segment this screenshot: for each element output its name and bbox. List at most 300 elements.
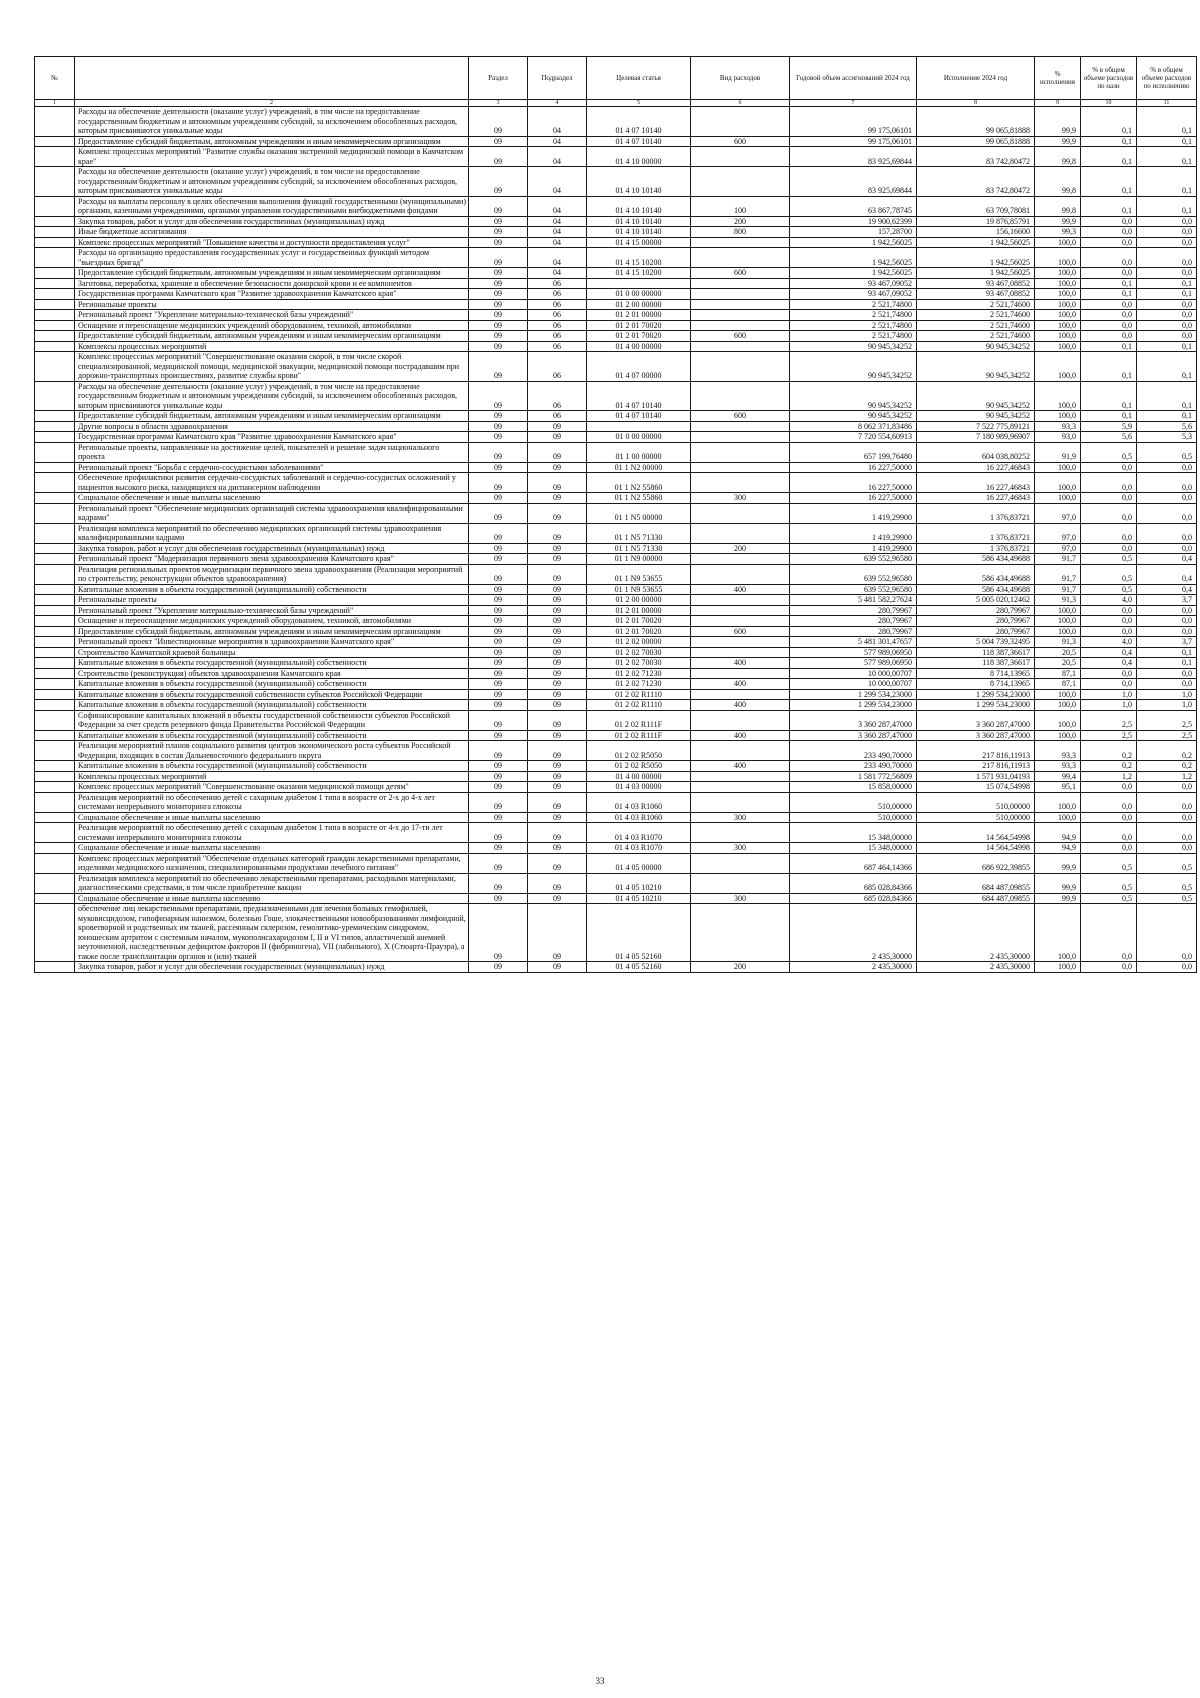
cell-podrazdel: 06 (528, 352, 587, 382)
cell-exec: 156,16600 (917, 227, 1035, 238)
table-row (35, 268, 1197, 279)
cell-name: Строительство Камчатской краевой больницы (75, 647, 469, 658)
cell-pct: 99,8 (1035, 167, 1081, 197)
table-row (35, 543, 1197, 554)
cell-exec: 2 521,74600 (917, 320, 1035, 331)
cell-plan: 1 942,56025 (790, 268, 917, 279)
cell-plan: 5 481 582,27624 (790, 595, 917, 606)
cell-podrazdel: 04 (528, 237, 587, 248)
cell-podrazdel: 09 (528, 700, 587, 711)
cell-pct: 100,0 (1035, 904, 1081, 962)
cell-share-plan: 0,0 (1081, 962, 1137, 973)
cell-exec: 2 435,30000 (917, 962, 1035, 973)
table-row (35, 658, 1197, 669)
table-row (35, 147, 1197, 167)
cell-pct: 100,0 (1035, 331, 1081, 342)
table-row (35, 523, 1197, 543)
cell-target: 01 1 N5 71330 (587, 523, 691, 543)
cell-vid (691, 564, 790, 584)
cell-podrazdel: 06 (528, 341, 587, 352)
cell-razdel: 09 (469, 616, 528, 627)
cell-pct: 99,8 (1035, 196, 1081, 216)
cell-target: 01 2 00 00000 (587, 595, 691, 606)
cell-target: 01 4 10 10140 (587, 216, 691, 227)
cell-exec: 510,00000 (917, 792, 1035, 812)
table-row (35, 605, 1197, 616)
cell-no (35, 823, 75, 843)
cell-razdel: 09 (469, 381, 528, 411)
cell-vid (691, 554, 790, 565)
cell-razdel: 09 (469, 710, 528, 730)
cell-razdel: 09 (469, 637, 528, 648)
cell-plan: 8 062 371,83486 (790, 421, 917, 432)
table-row (35, 442, 1197, 462)
cell-share-plan: 0,0 (1081, 216, 1137, 227)
cell-razdel: 09 (469, 493, 528, 504)
cell-share-plan: 0,0 (1081, 268, 1137, 279)
cell-no (35, 812, 75, 823)
cell-no (35, 637, 75, 648)
cell-share-exec: 0,0 (1137, 227, 1197, 238)
cell-no (35, 147, 75, 167)
cell-razdel: 09 (469, 352, 528, 382)
cell-no (35, 442, 75, 462)
col-header-razdel: Раздел (469, 57, 528, 100)
table-row (35, 595, 1197, 606)
cell-share-exec: 3,7 (1137, 595, 1197, 606)
cell-share-exec: 0,4 (1137, 584, 1197, 595)
cell-pct: 100,0 (1035, 689, 1081, 700)
cell-exec: 586 434,49688 (917, 584, 1035, 595)
table-row (35, 227, 1197, 238)
cell-vid: 600 (691, 411, 790, 422)
table-row (35, 216, 1197, 227)
cell-share-plan: 1,0 (1081, 689, 1137, 700)
cell-exec: 1 299 534,23000 (917, 689, 1035, 700)
table-row (35, 741, 1197, 761)
cell-share-exec: 0,0 (1137, 616, 1197, 627)
cell-podrazdel: 06 (528, 278, 587, 289)
cell-pct: 100,0 (1035, 616, 1081, 627)
cell-no (35, 462, 75, 473)
cell-no (35, 616, 75, 627)
cell-share-exec: 0,1 (1137, 107, 1197, 137)
table-row (35, 237, 1197, 248)
cell-share-plan: 0,5 (1081, 564, 1137, 584)
cell-exec: 90 945,34252 (917, 411, 1035, 422)
cell-name: Капитальные вложения в объекты государственной (муниципальной) собственности (75, 700, 469, 711)
cell-razdel: 09 (469, 278, 528, 289)
cell-share-exec: 0,0 (1137, 605, 1197, 616)
cell-share-exec: 0,0 (1137, 320, 1197, 331)
col-number: 1 (35, 100, 75, 107)
cell-share-plan: 0,0 (1081, 843, 1137, 854)
cell-name: Региональный проект "Укрепление материально-технической базы учреждений" (75, 605, 469, 616)
cell-target: 01 4 05 00000 (587, 853, 691, 873)
cell-vid: 300 (691, 893, 790, 904)
cell-pct: 100,0 (1035, 320, 1081, 331)
cell-podrazdel: 09 (528, 637, 587, 648)
cell-plan: 99 175,06101 (790, 136, 917, 147)
cell-pct: 100,0 (1035, 411, 1081, 422)
col-number: 5 (587, 100, 691, 107)
cell-no (35, 741, 75, 761)
cell-share-exec: 0,0 (1137, 543, 1197, 554)
cell-pct: 100,0 (1035, 310, 1081, 321)
col-header-podrazdel: Подраздел (528, 57, 587, 100)
cell-razdel: 09 (469, 564, 528, 584)
cell-podrazdel: 09 (528, 904, 587, 962)
cell-exec: 280,79967 (917, 616, 1035, 627)
cell-podrazdel: 09 (528, 689, 587, 700)
cell-pct: 100,0 (1035, 341, 1081, 352)
cell-share-plan: 0,0 (1081, 616, 1137, 627)
table-row (35, 331, 1197, 342)
cell-plan: 233 490,70000 (790, 761, 917, 772)
cell-pct: 99,9 (1035, 893, 1081, 904)
cell-exec: 684 487,09855 (917, 893, 1035, 904)
table-row (35, 792, 1197, 812)
cell-exec: 16 227,46843 (917, 473, 1035, 493)
cell-exec: 118 387,36617 (917, 647, 1035, 658)
cell-podrazdel: 04 (528, 167, 587, 197)
cell-podrazdel: 09 (528, 503, 587, 523)
cell-name: Софинансирование капитальных вложений в объекты государственной собственности субъектов Российской Федерации за счет средств резервного фонда Правительства Российской Федерации (75, 710, 469, 730)
cell-target: 01 2 01 70020 (587, 616, 691, 627)
cell-name: Региональный проект "Модернизация первичного звена здравоохранения Камчатского края" (75, 554, 469, 565)
cell-exec: 63 709,78081 (917, 196, 1035, 216)
table-row (35, 503, 1197, 523)
col-number: 10 (1081, 100, 1137, 107)
cell-pct: 91,3 (1035, 637, 1081, 648)
cell-razdel: 09 (469, 605, 528, 616)
cell-share-plan: 0,1 (1081, 278, 1137, 289)
cell-share-plan: 0,5 (1081, 584, 1137, 595)
table-row (35, 637, 1197, 648)
cell-pct: 97,0 (1035, 523, 1081, 543)
cell-share-plan: 0,0 (1081, 503, 1137, 523)
cell-razdel: 09 (469, 904, 528, 962)
cell-plan: 1 419,29900 (790, 523, 917, 543)
cell-vid (691, 107, 790, 137)
cell-name: Социальное обеспечение и иные выплаты населению (75, 843, 469, 854)
cell-razdel: 09 (469, 893, 528, 904)
cell-name: Расходы на обеспечение деятельности (оказание услуг) учреждений, в том числе на предоставление государственным бюджетным и автономным учреждениям субсидий, за исключением обособленных расходов, которым присваиваются уникальные коды (75, 107, 469, 137)
cell-exec: 5 005 020,12462 (917, 595, 1035, 606)
table-row (35, 853, 1197, 873)
cell-pct: 100,0 (1035, 462, 1081, 473)
cell-no (35, 679, 75, 690)
cell-razdel: 09 (469, 503, 528, 523)
cell-podrazdel: 06 (528, 331, 587, 342)
cell-no (35, 554, 75, 565)
cell-exec: 1 376,83721 (917, 543, 1035, 554)
cell-share-exec: 0,0 (1137, 679, 1197, 690)
cell-exec: 1 299 534,23000 (917, 700, 1035, 711)
cell-vid (691, 310, 790, 321)
cell-vid (691, 352, 790, 382)
cell-share-plan: 0,0 (1081, 823, 1137, 843)
cell-share-plan: 0,0 (1081, 523, 1137, 543)
cell-pct: 93,0 (1035, 432, 1081, 443)
cell-no (35, 771, 75, 782)
cell-razdel: 09 (469, 962, 528, 973)
cell-pct: 99,9 (1035, 853, 1081, 873)
cell-share-exec: 0,0 (1137, 299, 1197, 310)
cell-vid (691, 237, 790, 248)
cell-target (587, 278, 691, 289)
table-row (35, 421, 1197, 432)
cell-razdel: 09 (469, 853, 528, 873)
cell-vid (691, 616, 790, 627)
cell-razdel: 09 (469, 843, 528, 854)
table-row (35, 873, 1197, 893)
cell-razdel: 09 (469, 741, 528, 761)
col-header-pct: % исполнения (1035, 57, 1081, 100)
cell-share-plan: 1,0 (1081, 700, 1137, 711)
cell-target: 01 4 03 00000 (587, 782, 691, 793)
cell-name: Региональный проект "Обеспечение медицинских организаций системы здравоохранения квалифицированными кадрами" (75, 503, 469, 523)
table-row (35, 761, 1197, 772)
cell-name: Реализация комплекса мероприятий по обеспечению лекарственными препаратами, расходными материалами, диагностическими средствами, в том числе приобретение вакцин (75, 873, 469, 893)
cell-name: Закупка товаров, работ и услуг для обеспечения государственных (муниципальных) нужд (75, 543, 469, 554)
table-row (35, 289, 1197, 300)
cell-target: 01 2 01 00000 (587, 605, 691, 616)
cell-vid (691, 741, 790, 761)
cell-target: 01 2 02 00000 (587, 637, 691, 648)
cell-plan: 15 348,00000 (790, 823, 917, 843)
cell-vid (691, 605, 790, 616)
cell-target: 01 1 N2 55860 (587, 493, 691, 504)
cell-podrazdel: 09 (528, 442, 587, 462)
cell-podrazdel: 09 (528, 782, 587, 793)
cell-razdel: 09 (469, 268, 528, 279)
cell-target: 01 2 00 00000 (587, 299, 691, 310)
cell-target: 01 0 00 00000 (587, 432, 691, 443)
cell-exec: 5 004 739,32495 (917, 637, 1035, 648)
cell-target: 01 4 15 10200 (587, 268, 691, 279)
cell-target: 01 4 05 10210 (587, 873, 691, 893)
cell-exec: 217 816,11913 (917, 741, 1035, 761)
cell-pct: 93,3 (1035, 421, 1081, 432)
col-number: 11 (1137, 100, 1197, 107)
cell-target: 01 4 05 10210 (587, 893, 691, 904)
cell-name: Комплексы процессных мероприятий (75, 771, 469, 782)
cell-share-plan: 0,0 (1081, 331, 1137, 342)
cell-share-plan: 0,0 (1081, 668, 1137, 679)
cell-plan: 1 419,29900 (790, 543, 917, 554)
cell-share-plan: 0,1 (1081, 411, 1137, 422)
cell-share-plan: 0,5 (1081, 893, 1137, 904)
cell-vid (691, 904, 790, 962)
cell-vid: 300 (691, 493, 790, 504)
cell-plan: 90 945,34252 (790, 341, 917, 352)
cell-no (35, 893, 75, 904)
cell-target: 01 2 01 70020 (587, 320, 691, 331)
cell-plan: 639 552,96580 (790, 584, 917, 595)
cell-no (35, 352, 75, 382)
cell-no (35, 107, 75, 137)
col-number: 8 (917, 100, 1035, 107)
cell-no (35, 341, 75, 352)
cell-razdel: 09 (469, 136, 528, 147)
cell-exec: 604 038,80252 (917, 442, 1035, 462)
cell-razdel: 09 (469, 595, 528, 606)
cell-razdel: 09 (469, 331, 528, 342)
cell-pct: 100,0 (1035, 626, 1081, 637)
cell-podrazdel: 09 (528, 658, 587, 669)
cell-pct: 94,9 (1035, 843, 1081, 854)
cell-vid (691, 167, 790, 197)
cell-name: Предоставление субсидий бюджетным, автономным учреждениям и иным некоммерческим организациям (75, 331, 469, 342)
cell-target: 01 1 N2 55860 (587, 473, 691, 493)
cell-name: Региональные проекты, направленные на достижение целей, показателей и решение задач национального проекта (75, 442, 469, 462)
cell-podrazdel: 09 (528, 962, 587, 973)
cell-vid: 800 (691, 227, 790, 238)
cell-razdel: 09 (469, 873, 528, 893)
cell-pct: 93,3 (1035, 761, 1081, 772)
cell-target: 01 4 07 00000 (587, 352, 691, 382)
cell-pct: 97,0 (1035, 543, 1081, 554)
cell-vid (691, 473, 790, 493)
cell-vid (691, 782, 790, 793)
cell-exec: 8 714,13965 (917, 668, 1035, 679)
cell-name: Комплекс процессных мероприятий "Совершенствование оказания скорой, в том числе скорой специализированной, медицинской помощи, медицинской эвакуации, медицинской помощи пострадавшим при дорожно-транспортных происшествиях, развитие службы крови" (75, 352, 469, 382)
col-header-name (75, 57, 469, 100)
table-row (35, 554, 1197, 565)
cell-razdel: 09 (469, 679, 528, 690)
cell-share-plan: 0,5 (1081, 554, 1137, 565)
cell-share-plan: 0,0 (1081, 310, 1137, 321)
cell-share-exec: 0,5 (1137, 893, 1197, 904)
cell-vid: 600 (691, 268, 790, 279)
cell-vid (691, 421, 790, 432)
cell-vid: 400 (691, 584, 790, 595)
cell-exec: 2 521,74600 (917, 331, 1035, 342)
cell-share-exec: 0,1 (1137, 196, 1197, 216)
cell-share-exec: 0,1 (1137, 136, 1197, 147)
cell-no (35, 432, 75, 443)
cell-pct: 87,1 (1035, 668, 1081, 679)
cell-razdel: 09 (469, 554, 528, 565)
cell-pct: 99,9 (1035, 107, 1081, 137)
cell-name: Региональный проект "Укрепление материально-технической базы учреждений" (75, 310, 469, 321)
cell-no (35, 605, 75, 616)
cell-vid: 400 (691, 761, 790, 772)
cell-name: Комплекс процессных мероприятий "Повышение качества и доступности предоставления услуг" (75, 237, 469, 248)
cell-share-plan: 0,0 (1081, 812, 1137, 823)
cell-exec: 14 564,54998 (917, 823, 1035, 843)
cell-share-plan: 0,0 (1081, 237, 1137, 248)
cell-share-plan: 4,0 (1081, 595, 1137, 606)
cell-vid (691, 823, 790, 843)
cell-vid (691, 771, 790, 782)
cell-vid: 100 (691, 196, 790, 216)
cell-plan: 83 925,69844 (790, 147, 917, 167)
cell-exec: 90 945,34252 (917, 341, 1035, 352)
cell-pct: 91,9 (1035, 442, 1081, 462)
cell-share-plan: 0,1 (1081, 289, 1137, 300)
cell-no (35, 237, 75, 248)
table-row (35, 248, 1197, 268)
cell-vid (691, 637, 790, 648)
cell-share-plan: 0,1 (1081, 136, 1137, 147)
cell-target: 01 1 N9 00000 (587, 554, 691, 565)
cell-vid (691, 147, 790, 167)
cell-name: Региональный проект "Борьба с сердечно-сосудистыми заболеваниями" (75, 462, 469, 473)
cell-razdel: 09 (469, 658, 528, 669)
cell-plan: 280,79967 (790, 605, 917, 616)
cell-target: 01 2 02 R1110 (587, 689, 691, 700)
cell-vid: 300 (691, 812, 790, 823)
cell-vid: 200 (691, 543, 790, 554)
cell-pct: 100,0 (1035, 268, 1081, 279)
cell-vid (691, 442, 790, 462)
cell-target: 01 2 02 70030 (587, 658, 691, 669)
cell-name: Расходы на обеспечение деятельности (оказание услуг) учреждений, в том числе на предоставление государственным бюджетным и автономным учреждениям субсидий, за исключением обособленных расходов, которым присваиваются уникальные коды (75, 167, 469, 197)
cell-pct: 100,0 (1035, 352, 1081, 382)
cell-pct: 100,0 (1035, 605, 1081, 616)
cell-share-exec: 2,5 (1137, 730, 1197, 741)
cell-pct: 100,0 (1035, 792, 1081, 812)
cell-no (35, 268, 75, 279)
cell-share-exec: 0,1 (1137, 278, 1197, 289)
cell-razdel: 09 (469, 689, 528, 700)
cell-name: Комплекс процессных мероприятий "Развитие службы оказания экстренной медицинской помощи в Камчатском крае" (75, 147, 469, 167)
cell-razdel: 09 (469, 411, 528, 422)
cell-exec: 7 522 775,89121 (917, 421, 1035, 432)
table-row (35, 689, 1197, 700)
cell-share-exec: 0,0 (1137, 310, 1197, 321)
cell-exec: 510,00000 (917, 812, 1035, 823)
cell-exec: 7 180 989,96907 (917, 432, 1035, 443)
cell-podrazdel: 04 (528, 216, 587, 227)
cell-name: Капитальные вложения в объекты государственной (муниципальной) собственности (75, 761, 469, 772)
cell-target (587, 421, 691, 432)
table-row (35, 473, 1197, 493)
cell-no (35, 730, 75, 741)
cell-plan: 2 521,74800 (790, 310, 917, 321)
cell-target: 01 2 02 R111F (587, 730, 691, 741)
cell-share-exec: 0,1 (1137, 647, 1197, 658)
col-header-share-plan: % в общем объеме расходов по назн (1081, 57, 1137, 100)
cell-share-plan: 4,0 (1081, 637, 1137, 648)
cell-exec: 217 816,11913 (917, 761, 1035, 772)
cell-razdel: 09 (469, 823, 528, 843)
cell-share-plan: 0,0 (1081, 792, 1137, 812)
table-row (35, 136, 1197, 147)
table-row (35, 352, 1197, 382)
cell-no (35, 873, 75, 893)
cell-share-exec: 0,1 (1137, 289, 1197, 300)
cell-plan: 685 028,84366 (790, 873, 917, 893)
table-row (35, 679, 1197, 690)
cell-razdel: 09 (469, 289, 528, 300)
cell-podrazdel: 09 (528, 595, 587, 606)
cell-razdel: 09 (469, 792, 528, 812)
cell-name: Оснащение и переоснащение медицинских учреждений оборудованием, техникой, автомобилями (75, 320, 469, 331)
cell-razdel: 09 (469, 584, 528, 595)
cell-plan: 1 942,56025 (790, 248, 917, 268)
cell-exec: 2 521,74600 (917, 310, 1035, 321)
cell-share-exec: 0,0 (1137, 812, 1197, 823)
cell-plan: 90 945,34252 (790, 352, 917, 382)
table-row (35, 167, 1197, 197)
cell-exec: 586 434,49688 (917, 554, 1035, 565)
cell-name: Капитальные вложения в объекты государственной (муниципальной) собственности (75, 679, 469, 690)
cell-name: Реализация комплекса мероприятий по обеспечению медицинских организаций системы здравоохранения квалифицированными кадрами (75, 523, 469, 543)
cell-target: 01 4 05 52160 (587, 904, 691, 962)
